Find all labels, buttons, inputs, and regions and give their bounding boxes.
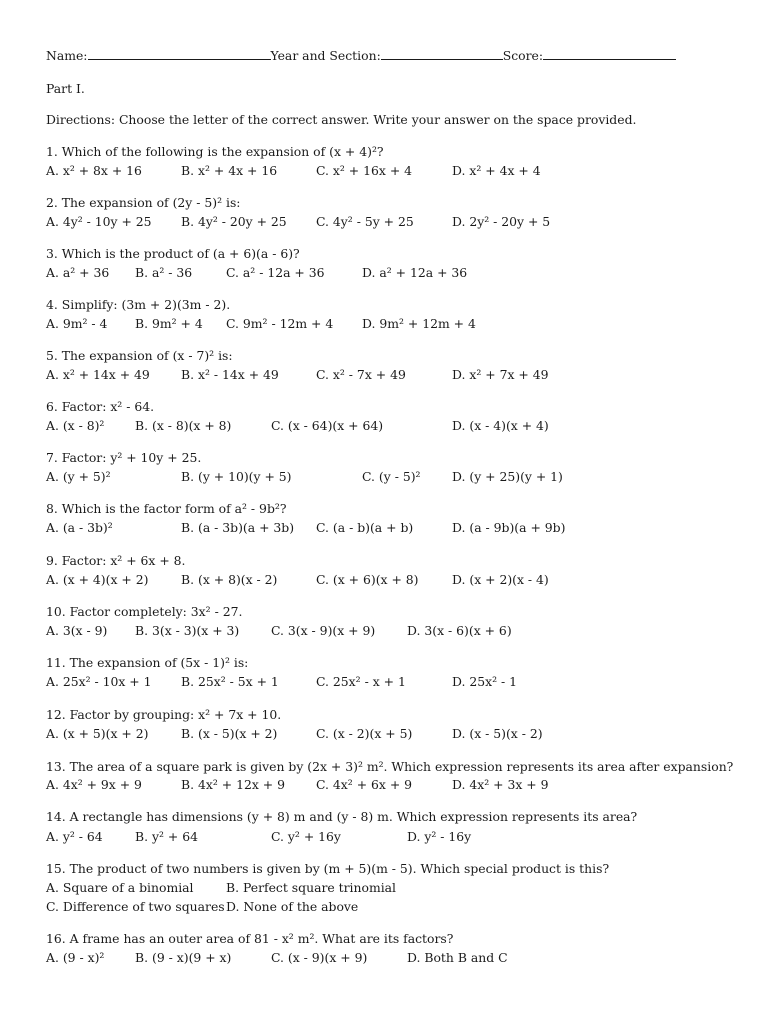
q8-option-a: A. (a - 3b)²	[46, 520, 113, 535]
q4-option-b: B. 9m² + 4	[135, 316, 203, 331]
q7-option-b: B. (y + 10)(y + 5)	[181, 469, 292, 484]
q15-option-a: A. Square of a binomial	[46, 880, 194, 895]
question-4: 4. Simplify: (3m + 2)(3m - 2).	[46, 297, 231, 312]
q13-option-a: A. 4x² + 9x + 9	[46, 777, 142, 792]
q1-option-d: D. x² + 4x + 4	[452, 163, 541, 178]
q10-option-b: B. 3(x - 3)(x + 3)	[135, 623, 240, 638]
q16-option-b: B. (9 - x)(9 + x)	[135, 950, 232, 965]
q8-option-d: D. (a - 9b)(a + 9b)	[452, 520, 566, 535]
year-section-label: Year and Section:	[270, 48, 381, 63]
q15-option-c: C. Difference of two squares	[46, 899, 225, 914]
score-label: Score:	[502, 48, 544, 63]
q2-option-d: D. 2y² - 20y + 5	[452, 214, 551, 229]
year-section-blank[interactable]	[381, 48, 503, 60]
q5-option-b: B. x² - 14x + 49	[181, 367, 279, 382]
question-12: 12. Factor by grouping: x² + 7x + 10.	[46, 707, 282, 722]
q6-option-c: C. (x - 64)(x + 64)	[271, 418, 384, 433]
question-7: 7. Factor: y² + 10y + 25.	[46, 450, 202, 465]
q3-option-d: D. a² + 12a + 36	[362, 265, 468, 280]
question-5: 5. The expansion of (x - 7)² is:	[46, 348, 233, 363]
q12-option-b: B. (x - 5)(x + 2)	[181, 726, 278, 741]
question-8: 8. Which is the factor form of a² - 9b²?	[46, 501, 287, 516]
q11-option-a: A. 25x² - 10x + 1	[46, 674, 152, 689]
score-blank[interactable]	[543, 48, 676, 60]
part-title: Part I.	[46, 81, 85, 96]
q13-option-c: C. 4x² + 6x + 9	[316, 777, 413, 792]
q7-option-c: C. (y - 5)²	[362, 469, 421, 484]
q7-option-d: D. (y + 25)(y + 1)	[452, 469, 563, 484]
q14-option-c: C. y² + 16y	[271, 829, 341, 844]
q2-option-c: C. 4y² - 5y + 25	[316, 214, 414, 229]
q12-option-c: C. (x - 2)(x + 5)	[316, 726, 413, 741]
question-15: 15. The product of two numbers is given by (m + 5)(m - 5). Which special product is this?	[46, 861, 610, 876]
q12-option-d: D. (x - 5)(x - 2)	[452, 726, 543, 741]
q6-option-b: B. (x - 8)(x + 8)	[135, 418, 232, 433]
q9-option-b: B. (x + 8)(x - 2)	[181, 572, 278, 587]
name-blank[interactable]	[88, 48, 271, 60]
question-10: 10. Factor completely: 3x² - 27.	[46, 604, 243, 619]
question-6: 6. Factor: x² - 64.	[46, 399, 155, 414]
question-3: 3. Which is the product of (a + 6)(a - 6)?	[46, 246, 300, 261]
name-label: Name:	[46, 48, 88, 63]
q5-option-c: C. x² - 7x + 49	[316, 367, 406, 382]
question-13: 13. The area of a square park is given by (2x + 3)² m². Which expression represents its area after expansion?	[46, 759, 734, 774]
q4-option-d: D. 9m² + 12m + 4	[362, 316, 476, 331]
q16-option-a: A. (9 - x)²	[46, 950, 105, 965]
question-9: 9. Factor: x² + 6x + 8.	[46, 553, 186, 568]
q9-option-c: C. (x + 6)(x + 8)	[316, 572, 419, 587]
q12-option-a: A. (x + 5)(x + 2)	[46, 726, 149, 741]
q3-option-b: B. a² - 36	[135, 265, 193, 280]
q14-option-a: A. y² - 64	[46, 829, 103, 844]
q14-option-b: B. y² + 64	[135, 829, 198, 844]
q4-option-c: C. 9m² - 12m + 4	[226, 316, 334, 331]
q10-option-a: A. 3(x - 9)	[46, 623, 108, 638]
q16-option-d: D. Both B and C	[407, 950, 508, 965]
q15-option-d: D. None of the above	[226, 899, 359, 914]
q11-option-d: D. 25x² - 1	[452, 674, 518, 689]
question-2: 2. The expansion of (2y - 5)² is:	[46, 195, 241, 210]
q3-option-c: C. a² - 12a + 36	[226, 265, 325, 280]
q5-option-d: D. x² + 7x + 49	[452, 367, 549, 382]
q5-option-a: A. x² + 14x + 49	[46, 367, 150, 382]
q6-option-d: D. (x - 4)(x + 4)	[452, 418, 549, 433]
q6-option-a: A. (x - 8)²	[46, 418, 105, 433]
q1-option-c: C. x² + 16x + 4	[316, 163, 413, 178]
q10-option-d: D. 3(x - 6)(x + 6)	[407, 623, 512, 638]
q7-option-a: A. (y + 5)²	[46, 469, 111, 484]
q3-option-a: A. a² + 36	[46, 265, 110, 280]
question-16: 16. A frame has an outer area of 81 - x² m². What are its factors?	[46, 931, 454, 946]
q11-option-c: C. 25x² - x + 1	[316, 674, 406, 689]
q9-option-a: A. (x + 4)(x + 2)	[46, 572, 149, 587]
q1-option-b: B. x² + 4x + 16	[181, 163, 278, 178]
q2-option-b: B. 4y² - 20y + 25	[181, 214, 287, 229]
q9-option-d: D. (x + 2)(x - 4)	[452, 572, 549, 587]
question-1: 1. Which of the following is the expansion of (x + 4)²?	[46, 144, 384, 159]
directions: Directions: Choose the letter of the correct answer. Write your answer on the space provided.	[46, 112, 637, 127]
question-11: 11. The expansion of (5x - 1)² is:	[46, 655, 249, 670]
q2-option-a: A. 4y² - 10y + 25	[46, 214, 152, 229]
q15-option-b: B. Perfect square trinomial	[226, 880, 397, 895]
q8-option-c: C. (a - b)(a + b)	[316, 520, 414, 535]
q16-option-c: C. (x - 9)(x + 9)	[271, 950, 368, 965]
q8-option-b: B. (a - 3b)(a + 3b)	[181, 520, 295, 535]
q13-option-d: D. 4x² + 3x + 9	[452, 777, 549, 792]
q13-option-b: B. 4x² + 12x + 9	[181, 777, 285, 792]
q4-option-a: A. 9m² - 4	[46, 316, 108, 331]
q11-option-b: B. 25x² - 5x + 1	[181, 674, 279, 689]
q14-option-d: D. y² - 16y	[407, 829, 472, 844]
q10-option-c: C. 3(x - 9)(x + 9)	[271, 623, 376, 638]
q1-option-a: A. x² + 8x + 16	[46, 163, 142, 178]
header-line	[46, 48, 676, 64]
question-14: 14. A rectangle has dimensions (y + 8) m and (y - 8) m. Which expression represents its area?	[46, 809, 638, 824]
